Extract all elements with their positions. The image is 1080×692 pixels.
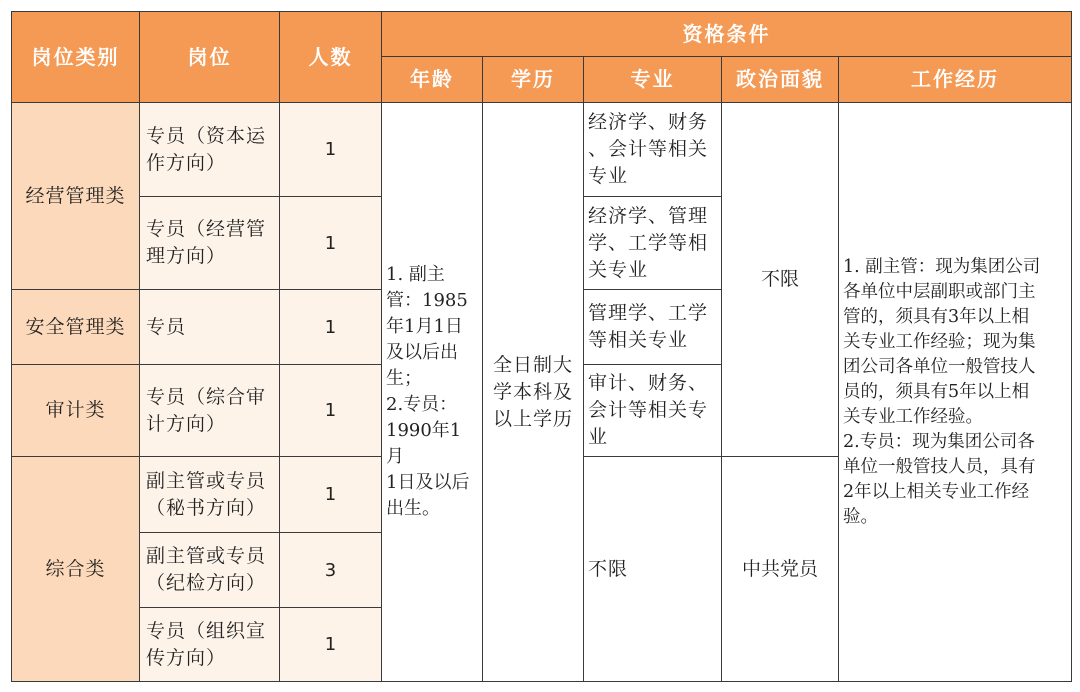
header-education: 学历	[483, 57, 584, 103]
position-cell: 专员	[140, 290, 280, 365]
position-cell: 专员（经营管 理方向）	[140, 197, 280, 290]
count-cell: 1	[280, 197, 382, 290]
header-political: 政治面貌	[722, 57, 839, 103]
position-cell: 专员（资本运 作方向）	[140, 103, 280, 197]
header-qualifications: 资格条件	[382, 12, 1072, 57]
major-cell: 审计、财务、 会计等相关专 业	[584, 365, 722, 457]
header-age: 年龄	[382, 57, 483, 103]
major-cell: 不限	[584, 457, 722, 682]
header-major: 专业	[584, 57, 722, 103]
count-cell: 1	[280, 608, 382, 682]
major-cell: 经济学、财务 、会计等相关 专业	[584, 103, 722, 197]
political-cell: 中共党员	[722, 457, 839, 682]
education-requirement-cell: 全日制大 学本科及 以上学历	[483, 103, 584, 682]
experience-requirement-cell: 1. 副主管：现为集团公司 各单位中层副职或部门主 管的，须具有3年以上相 关专业工作经验；现为集 团公司各单位一般管技人 员的，须具有5年以上相 关专业工作经验。 2.专员：现为集团公司各 单位一般管技人员，具有 2年以上相关专业工作经 验。	[839, 103, 1072, 682]
count-cell: 1	[280, 103, 382, 197]
category-cell: 经营管理类	[12, 103, 140, 290]
job-requirements-table	[11, 11, 1072, 682]
position-cell: 副主管或专员 （纪检方向）	[140, 533, 280, 608]
major-cell: 管理学、工学 等相关专业	[584, 290, 722, 365]
position-cell: 副主管或专员 （秘书方向）	[140, 457, 280, 533]
age-requirement-cell: 1. 副主 管：1985 年1月1日 及以后出 生； 2.专员： 1990年1月 1日及以后 出生。	[382, 103, 483, 682]
header-position: 岗位	[140, 12, 280, 103]
position-cell: 专员（组织宣 传方向）	[140, 608, 280, 682]
count-cell: 3	[280, 533, 382, 608]
category-cell: 综合类	[12, 457, 140, 682]
table-row	[12, 103, 1072, 197]
header-count: 人数	[280, 12, 382, 103]
major-cell: 经济学、管理 学、工学等相 关专业	[584, 197, 722, 290]
header-experience: 工作经历	[839, 57, 1072, 103]
position-cell: 专员（综合审 计方向）	[140, 365, 280, 457]
header-category: 岗位类别	[12, 12, 140, 103]
category-cell: 安全管理类	[12, 290, 140, 365]
count-cell: 1	[280, 457, 382, 533]
count-cell: 1	[280, 290, 382, 365]
count-cell: 1	[280, 365, 382, 457]
category-cell: 审计类	[12, 365, 140, 457]
political-cell: 不限	[722, 103, 839, 457]
